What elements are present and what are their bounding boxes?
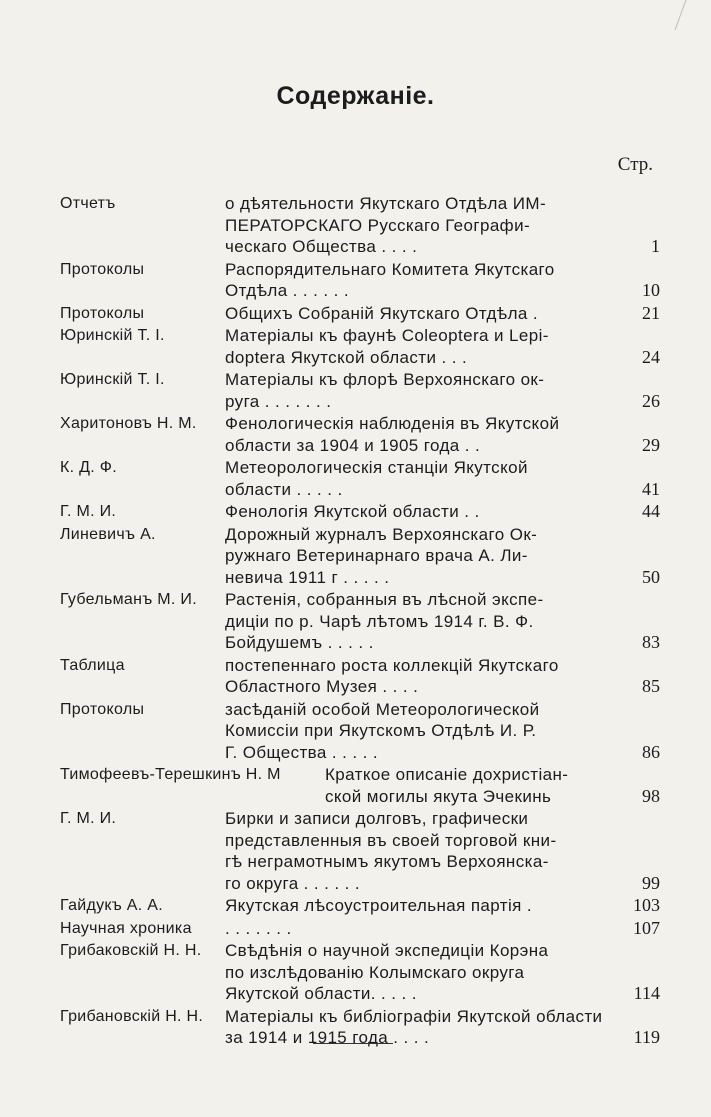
toc-description: Распорядительнаго Комитета Якутскаго Отдѣла . . . . . .: [225, 259, 555, 300]
toc-page-number: 86: [642, 741, 660, 762]
toc-author: Губельманъ М. И.: [60, 591, 197, 608]
toc-author: К. Д. Ф.: [60, 459, 117, 476]
toc-author: Протоколы: [60, 260, 145, 278]
toc-entry: [60, 501, 660, 523]
toc-page-number: 103: [633, 895, 660, 915]
toc-entry: [60, 940, 660, 1005]
toc-entry: [60, 589, 660, 654]
toc-author: Грибановскій Н. Н.: [60, 1007, 204, 1025]
toc-author: Гайдукъ А. А.: [60, 897, 163, 914]
toc-page-number: 21: [642, 302, 660, 323]
toc-author: Тимофеевъ-Терешкинъ Н. М: [60, 766, 281, 783]
page-column-label: Стр.: [617, 154, 653, 175]
toc-entry: [60, 457, 660, 500]
toc-page-number: 44: [642, 501, 660, 521]
toc-entry: [60, 918, 660, 940]
toc-entry: [60, 699, 660, 764]
toc-entry: [60, 655, 660, 698]
toc-author: Отчетъ: [60, 195, 116, 212]
toc-author: Протоколы: [60, 700, 145, 718]
toc-page-number: 83: [642, 632, 660, 652]
toc-page-number: 99: [642, 872, 660, 893]
toc-description: постепеннаго роста коллекцій Якутскаго Областного Музея . . . .: [225, 655, 559, 696]
toc-page-number: 10: [642, 280, 660, 300]
toc-description: Матеріалы къ фаунѣ Coleoptera и Lepi- doptera Якутской области . . .: [225, 326, 549, 367]
toc-description: . . . . . . .: [225, 918, 292, 938]
toc-description: Метеорологическія станціи Якутской области . . . . .: [225, 458, 528, 499]
toc-author: Протоколы: [60, 304, 145, 322]
toc-page-number: 1: [651, 236, 660, 256]
toc-entry: [60, 193, 660, 258]
toc-page-number: 119: [633, 1027, 660, 1047]
toc-entry: [60, 369, 660, 412]
page-title: Содержаніе.: [276, 82, 435, 110]
toc-page-number: 29: [642, 434, 660, 455]
toc-author: Грибаковскій Н. Н.: [60, 942, 202, 959]
toc-page-number: 98: [642, 785, 660, 806]
toc-description: Матеріалы къ флорѣ Верхоянскаго ок- руга . . . . . . .: [225, 370, 545, 411]
toc-description: Свѣдѣнія о научной экспедиціи Корэна по изслѣдованію Колымскаго округа Якутской области. . . . .: [225, 941, 549, 1003]
toc-entry: [60, 259, 660, 302]
toc-description: Общихъ Собраній Якутскаго Отдѣла .: [225, 303, 539, 323]
toc-entry: [60, 764, 660, 807]
toc-entry: [60, 325, 660, 368]
toc-author: Линевичъ А.: [60, 525, 156, 543]
toc-page-number: 114: [633, 983, 660, 1003]
toc-entry: [60, 303, 660, 325]
toc-description: Матеріалы къ библіографіи Якутской области за 1914 и 1915 года . . . .: [225, 1006, 603, 1047]
toc-author: Г. М. И.: [60, 503, 117, 520]
toc-author: Юринскій Т. І.: [60, 327, 165, 344]
toc-entry: [60, 413, 660, 456]
table-of-contents: [60, 193, 660, 1050]
toc-description: Растенія, собранныя въ лѣсной экспе- диціи по р. Чарѣ лѣтомъ 1914 г. В. Ф. Бойдушемъ . . . . .: [225, 590, 544, 652]
toc-author: Харитоновъ Н. М.: [60, 415, 197, 432]
toc-author: Научная хроника: [60, 919, 192, 937]
toc-page-number: 107: [633, 917, 660, 938]
toc-entry: [60, 524, 660, 589]
toc-page-number: 50: [642, 566, 660, 587]
toc-author: Таблица: [60, 656, 125, 674]
toc-description: о дѣятельности Якутскаго Отдѣла ИМ- ПЕРАТОРСКАГО Русскаго Географи- ческаго Общества . . . .: [225, 194, 547, 256]
toc-description: Дорожный журналъ Верхоянскаго Ок- ружнаго Ветеринарнаго врача А. Ли- невича 1911 г . . . . .: [225, 524, 538, 587]
toc-author: Юринскій Т. І.: [60, 371, 165, 388]
toc-description: засѣданій особой Метеорологической Комиссіи при Якутскомъ Отдѣлѣ И. Р. Г. Общества . . . . .: [225, 699, 540, 762]
toc-description: Краткое описаніе дохристіан- ской могилы якута Эчекинь: [325, 765, 569, 806]
toc-description: Бирки и записи долговъ, графически представленныя въ своей торговой кни- гѣ неграмотнымъ якутомъ Верхоянска- го округа . . . . . .: [225, 809, 557, 893]
toc-description: Фенологическія наблюденія въ Якутской области за 1904 и 1905 года . .: [225, 414, 560, 455]
toc-entry: [60, 895, 660, 917]
toc-page-number: 26: [642, 390, 660, 411]
end-divider: [313, 1043, 393, 1044]
toc-page-number: 85: [642, 676, 660, 696]
toc-description: Фенологія Якутской области . .: [225, 502, 480, 521]
toc-author: Г. М. И.: [60, 810, 117, 827]
toc-page-number: 24: [642, 346, 660, 367]
toc-entry: [60, 808, 660, 894]
toc-description: Якутская лѣсоустроительная партія .: [225, 896, 532, 915]
toc-page-number: 41: [642, 478, 660, 499]
page-corner-fold: [675, 0, 711, 30]
